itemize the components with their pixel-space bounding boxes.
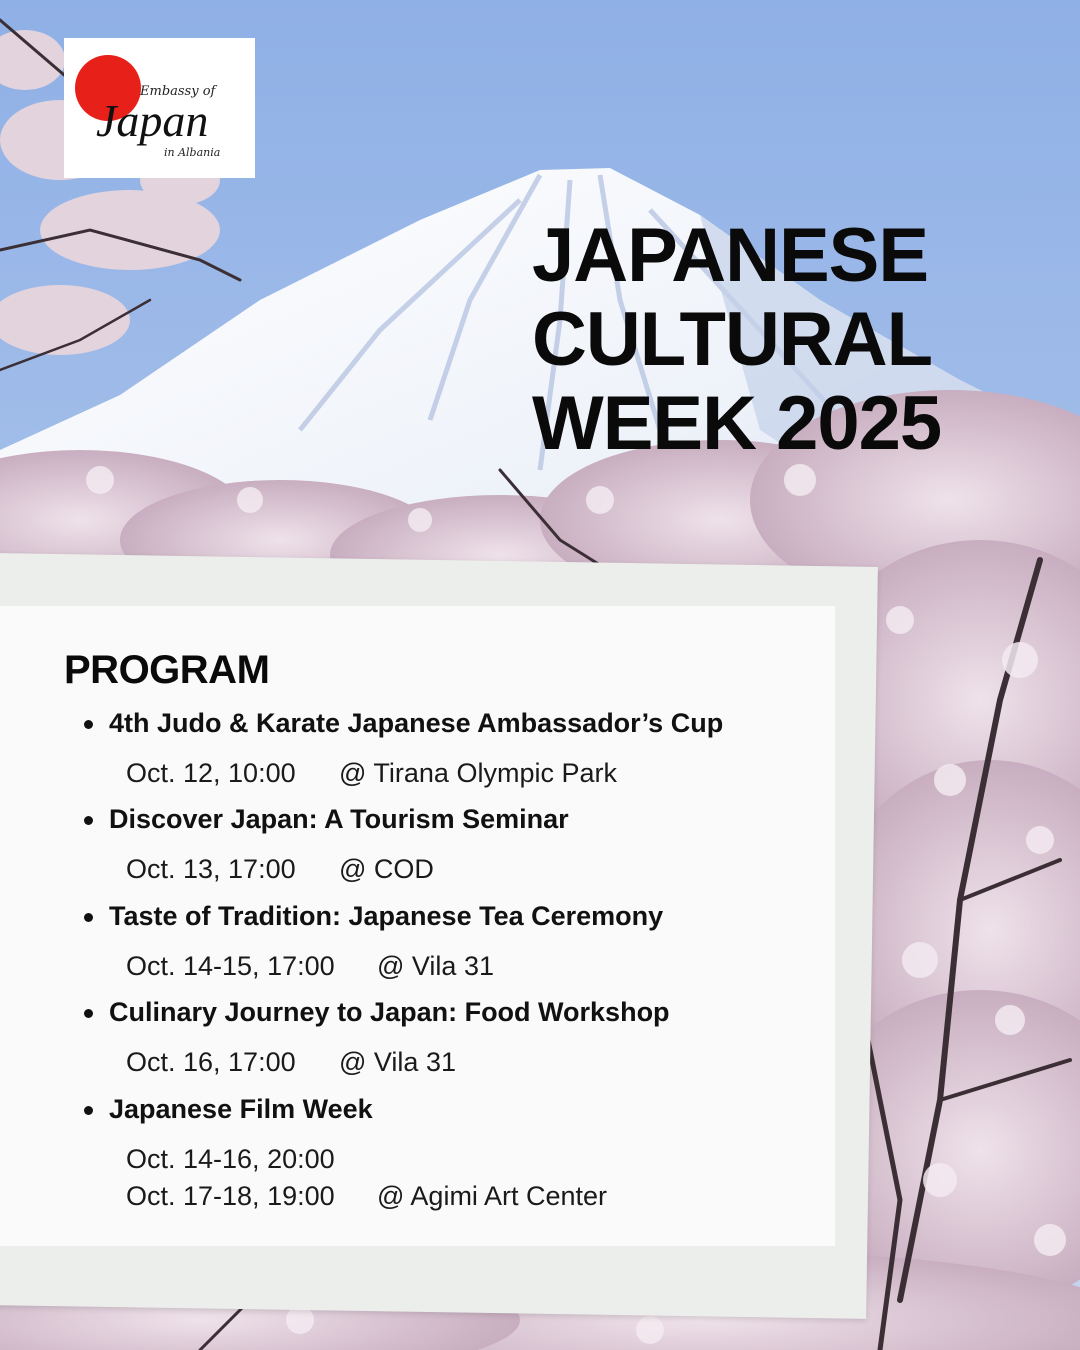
program-heading: PROGRAM — [64, 648, 270, 692]
bullet-icon — [84, 1106, 93, 1115]
event-title: Japanese Film Week — [109, 1094, 373, 1124]
title-line-3: WEEK 2025 — [532, 381, 942, 466]
bullet-icon — [84, 720, 93, 729]
poster-title — [532, 214, 1052, 466]
event-title: Culinary Journey to Japan: Food Workshop — [109, 997, 670, 1027]
event-date-2: Oct. 17-18, 19:00 — [126, 1181, 335, 1211]
bullet-icon — [84, 816, 93, 825]
event-date: Oct. 16, 17:00 — [126, 1047, 296, 1077]
logo-line3: in Albania — [164, 146, 221, 159]
bullet-icon — [84, 1009, 93, 1018]
event-date: Oct. 14-16, 20:00 — [126, 1144, 335, 1174]
embassy-logo — [64, 38, 255, 178]
event-date: Oct. 14-15, 17:00 — [126, 951, 335, 981]
event-date: Oct. 12, 10:00 — [126, 758, 296, 788]
event-venue: @ Agimi Art Center — [377, 1181, 607, 1211]
title-line-1: JAPANESE — [532, 213, 929, 298]
logo-line1: Embassy of — [140, 84, 216, 99]
event-title: Taste of Tradition: Japanese Tea Ceremony — [109, 901, 664, 931]
title-line-2: CULTURAL — [532, 297, 933, 382]
event-title: 4th Judo & Karate Japanese Ambassador’s Cup — [109, 708, 724, 738]
event-venue: @ Tirana Olympic Park — [339, 758, 617, 788]
event-title: Discover Japan: A Tourism Seminar — [109, 804, 569, 834]
bullet-icon — [84, 913, 93, 922]
event-venue: @ Vila 31 — [339, 1047, 456, 1077]
logo-line2: Japan — [96, 95, 209, 146]
event-venue: @ Vila 31 — [377, 951, 494, 981]
event-date: Oct. 13, 17:00 — [126, 854, 296, 884]
event-venue: @ COD — [339, 854, 434, 884]
